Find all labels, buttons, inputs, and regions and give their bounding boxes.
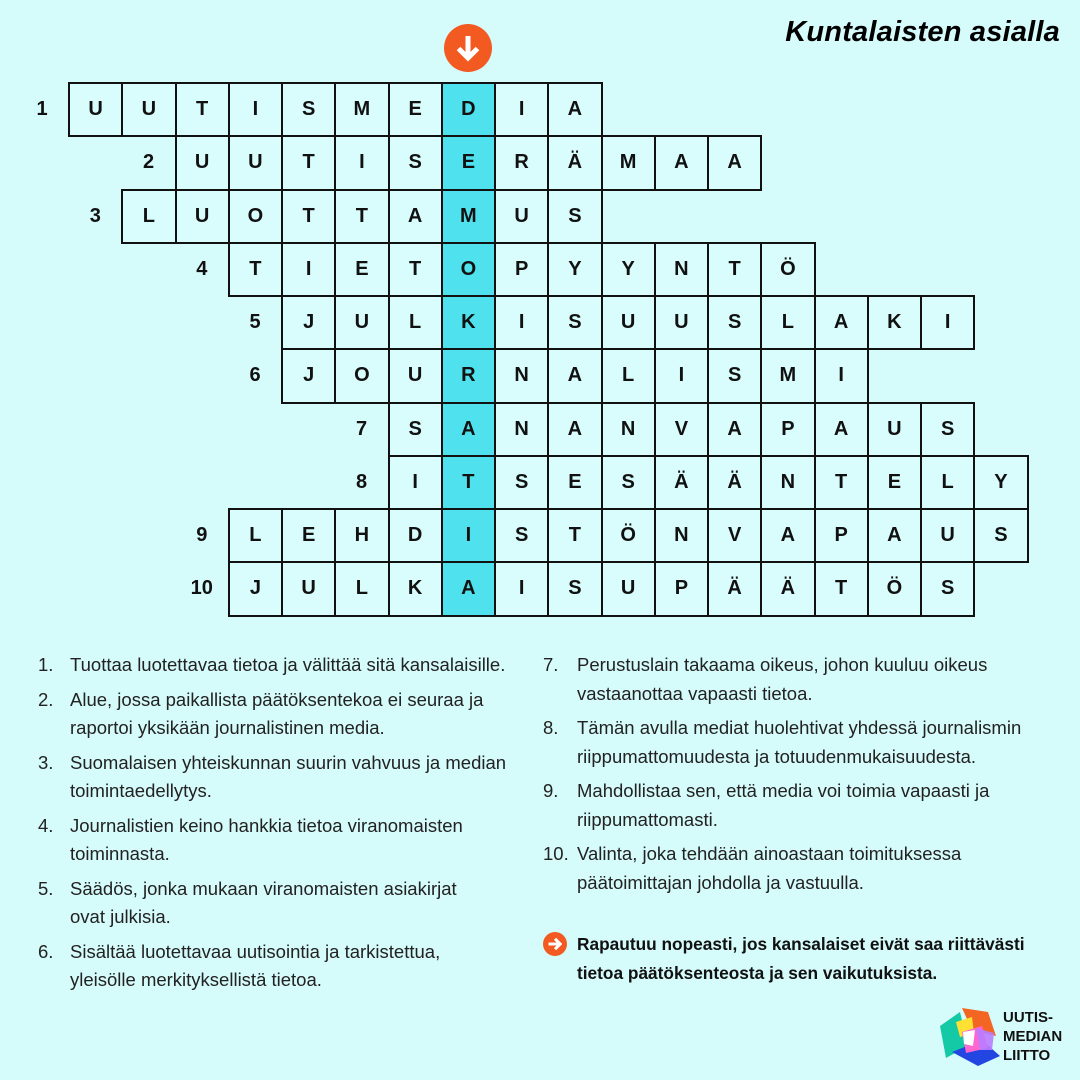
crossword-cell: O: [334, 348, 389, 403]
crossword-cell: A: [707, 402, 762, 457]
crossword-cell: A: [388, 189, 443, 244]
crossword-cell: U: [281, 561, 336, 616]
clue-number: 9.: [543, 780, 559, 801]
crossword-cell: P: [760, 402, 815, 457]
clue-text: [70, 812, 463, 869]
crossword-cell: T: [228, 242, 283, 297]
crossword-cell: A: [760, 508, 815, 563]
clue-3: [38, 749, 506, 806]
clue-line: ovat julkisia.: [70, 906, 171, 927]
crossword-cell: D: [388, 508, 443, 563]
clue-text: [70, 749, 506, 806]
crossword-cell: L: [228, 508, 283, 563]
solution-column-cell: A: [441, 561, 496, 616]
crossword-cell: I: [494, 561, 549, 616]
crossword-cell: S: [707, 295, 762, 350]
crossword-cell: S: [494, 508, 549, 563]
crossword-cell: I: [814, 348, 869, 403]
crossword-cell: U: [867, 402, 922, 457]
crossword-cell: U: [175, 189, 230, 244]
clue-line: Journalistien keino hankkia tietoa viranomaisten: [70, 814, 463, 836]
clue-line: päätoimittajan johdolla ja vastuulla.: [577, 871, 864, 893]
crossword-cell: A: [814, 295, 869, 350]
crossword-cell: E: [547, 455, 602, 510]
clue-1: [38, 651, 506, 680]
crossword-cell: U: [68, 82, 123, 137]
clue-text: [577, 651, 987, 708]
clue-9: [543, 777, 1021, 834]
crossword-cell: Ä: [707, 455, 762, 510]
crossword-cell: L: [920, 455, 975, 510]
crossword-cell: N: [760, 455, 815, 510]
crossword-cell: Y: [973, 455, 1028, 510]
crossword-cell: S: [281, 82, 336, 137]
clue-text: [70, 686, 483, 743]
crossword-cell: T: [707, 242, 762, 297]
crossword-cell: A: [867, 508, 922, 563]
crossword-cell: V: [654, 402, 709, 457]
crossword-cell: U: [228, 135, 283, 190]
logo-line: UUTIS-: [1003, 1008, 1053, 1026]
logo-line: LIITTO: [1003, 1046, 1051, 1064]
crossword-cell: J: [281, 348, 336, 403]
clue-number: 5.: [38, 877, 54, 899]
solution-column-cell: R: [441, 348, 496, 403]
crossword-cell: I: [494, 82, 549, 137]
crossword-cell: A: [707, 135, 762, 190]
solution-clue-text: [577, 930, 1025, 987]
clue-line: Valinta, joka tehdään ainoastaan toimituksessa: [577, 843, 962, 864]
solution-column-cell: A: [441, 402, 496, 457]
clue-line: vastaanottaa vapaasti tietoa.: [577, 682, 813, 704]
clue-number: 7.: [543, 654, 559, 675]
solution-column-cell: I: [441, 508, 496, 563]
crossword-cell: Ä: [707, 561, 762, 616]
clue-text: [70, 938, 440, 995]
crossword-cell: E: [867, 455, 922, 510]
crossword-cell: N: [494, 402, 549, 457]
crossword-cell: A: [547, 348, 602, 403]
crossword-cell: K: [388, 561, 443, 616]
clue-list-right: [543, 651, 1021, 903]
clue-line: Sisältää luotettavaa uutisointia ja tarkistettua,: [70, 940, 441, 962]
solution-column-cell: K: [441, 295, 496, 350]
crossword-cell: U: [654, 295, 709, 350]
clue-line: toiminnasta.: [70, 843, 170, 864]
crossword-cell: S: [388, 135, 443, 190]
page-title: Kuntalaisten asialla: [785, 16, 1060, 48]
row-number-9: 9: [196, 524, 208, 547]
crossword-cell: I: [654, 348, 709, 403]
crossword-cell: I: [228, 82, 283, 137]
crossword-cell: S: [920, 402, 975, 457]
clue-line: Rapautuu nopeasti, jos kansalaiset eivät saa riittävästi: [577, 934, 1025, 954]
crossword-cell: T: [175, 82, 230, 137]
row-number-7: 7: [355, 417, 368, 440]
crossword-cell: S: [707, 348, 762, 403]
clue-2: [38, 686, 506, 743]
row-number-3: 3: [89, 204, 101, 227]
crossword-cell: I: [494, 295, 549, 350]
row-number-8: 8: [355, 470, 368, 493]
crossword-cell: R: [494, 135, 549, 190]
clue-text: [577, 714, 1021, 771]
clue-line: Perustuslain takaama oikeus, johon kuuluu oikeus: [577, 654, 988, 675]
crossword-cell: E: [388, 82, 443, 137]
clue-line: riippumattomasti.: [577, 808, 718, 830]
crossword-cell: J: [228, 561, 283, 616]
clue-6: [38, 938, 506, 995]
crossword-cell: T: [281, 189, 336, 244]
crossword-cell: S: [547, 295, 602, 350]
clue-number: 1.: [38, 654, 54, 675]
logo-line: MEDIAN: [1003, 1027, 1063, 1045]
crossword-cell: S: [547, 561, 602, 616]
row-number-1: 1: [36, 98, 48, 121]
clue-text: [577, 840, 961, 897]
clue-number: 6.: [38, 940, 54, 962]
crossword-cell: T: [814, 561, 869, 616]
crossword-cell: Ö: [760, 242, 815, 297]
clue-line: Suomalaisen yhteiskunnan suurin vahvuus ja median: [70, 751, 507, 773]
clue-5: [38, 875, 506, 932]
clue-number: 8.: [543, 717, 559, 738]
crossword-cell: P: [814, 508, 869, 563]
crossword-cell: L: [121, 189, 176, 244]
crossword-cell: Ä: [654, 455, 709, 510]
crossword-cell: E: [334, 242, 389, 297]
crossword-cell: M: [334, 82, 389, 137]
crossword-cell: U: [601, 295, 656, 350]
clue-line: tietoa päätöksenteosta ja sen vaikutuksista.: [577, 962, 938, 983]
crossword-cell: S: [920, 561, 975, 616]
crossword-cell: U: [334, 295, 389, 350]
logo-mark-icon: [938, 1006, 1002, 1068]
crossword-cell: U: [494, 189, 549, 244]
clue-7: [543, 651, 1021, 708]
clue-line: riippumattomuudesta ja totuudenmukaisuudesta.: [577, 745, 977, 767]
crossword-cell: U: [920, 508, 975, 563]
clue-line: raportoi yksikään journalistinen media.: [70, 717, 385, 738]
row-number-2: 2: [142, 151, 155, 174]
row-number-6: 6: [249, 364, 261, 387]
solution-clue-marker: [543, 930, 577, 958]
crossword-cell: S: [973, 508, 1028, 563]
clue-8: [543, 714, 1021, 771]
crossword-cell: M: [601, 135, 656, 190]
crossword-cell: Y: [547, 242, 602, 297]
crossword-cell: I: [334, 135, 389, 190]
clue-line: Mahdollistaa sen, että media voi toimia vapaasti ja: [577, 780, 990, 801]
crossword-cell: L: [760, 295, 815, 350]
logo-wordmark: [1003, 1008, 1062, 1065]
crossword-cell: T: [547, 508, 602, 563]
crossword-cell: P: [494, 242, 549, 297]
crossword-cell: U: [601, 561, 656, 616]
crossword-cell: U: [121, 82, 176, 137]
crossword-cell: N: [601, 402, 656, 457]
crossword-cell: K: [867, 295, 922, 350]
clue-number: 3.: [38, 751, 54, 773]
crossword-cell: Ö: [601, 508, 656, 563]
clue-4: [38, 812, 506, 869]
crossword-cell: A: [814, 402, 869, 457]
crossword-cell: P: [654, 561, 709, 616]
clue-line: Tämän avulla mediat huolehtivat yhdessä journalismin: [577, 717, 1022, 738]
crossword-cell: Ä: [760, 561, 815, 616]
crossword-cell: N: [654, 508, 709, 563]
solution-column-cell: D: [441, 82, 496, 137]
crossword-cell: I: [388, 455, 443, 510]
crossword-cell: V: [707, 508, 762, 563]
crossword-cell: L: [334, 561, 389, 616]
clue-number: 10.: [543, 843, 569, 864]
crossword-cell: H: [334, 508, 389, 563]
crossword-cell: S: [388, 402, 443, 457]
clue-line: Alue, jossa paikallista päätöksentekoa ei seuraa ja: [70, 688, 484, 710]
crossword-cell: T: [814, 455, 869, 510]
crossword-cell: S: [601, 455, 656, 510]
clue-line: toimintaedellytys.: [70, 780, 212, 801]
crossword-cell: N: [494, 348, 549, 403]
clue-text: [70, 651, 505, 680]
crossword-cell: S: [547, 189, 602, 244]
solution-column-cell: O: [441, 242, 496, 297]
clue-text: [70, 875, 457, 932]
crossword-cell: A: [547, 82, 602, 137]
crossword-cell: I: [281, 242, 336, 297]
crossword-cell: U: [175, 135, 230, 190]
crossword-cell: A: [654, 135, 709, 190]
crossword-cell: T: [281, 135, 336, 190]
row-number-5: 5: [249, 311, 261, 334]
crossword-cell: T: [388, 242, 443, 297]
crossword-cell: A: [547, 402, 602, 457]
publisher-logo: [938, 1006, 1068, 1070]
crossword-cell: Ö: [867, 561, 922, 616]
solution-clue: [543, 930, 1025, 987]
crossword-cell: I: [920, 295, 975, 350]
crossword-cell: L: [601, 348, 656, 403]
crossword-cell: O: [228, 189, 283, 244]
clue-number: 4.: [38, 814, 54, 836]
crossword-cell: E: [281, 508, 336, 563]
row-number-10: 10: [190, 577, 213, 600]
crossword-cell: T: [334, 189, 389, 244]
clue-line: Tuottaa luotettavaa tietoa ja välittää sitä kansalaisille.: [70, 654, 506, 675]
crossword-cell: N: [654, 242, 709, 297]
crossword-cell: Ä: [547, 135, 602, 190]
clue-text: [577, 777, 989, 834]
solution-column-cell: T: [441, 455, 496, 510]
clue-line: Säädös, jonka mukaan viranomaisten asiakirjat: [70, 877, 457, 899]
crossword-cell: L: [388, 295, 443, 350]
clue-10: [543, 840, 1021, 897]
arrow-right-icon: [543, 932, 567, 956]
crossword-cell: S: [494, 455, 549, 510]
crossword-cell: M: [760, 348, 815, 403]
clue-list-left: [38, 651, 506, 1001]
clue-line: yleisölle merkityksellistä tietoa.: [70, 969, 322, 990]
crossword-cell: Y: [601, 242, 656, 297]
clue-number: 2.: [38, 688, 54, 710]
row-number-4: 4: [196, 257, 208, 280]
solution-column-cell: M: [441, 189, 496, 244]
crossword-cell: U: [388, 348, 443, 403]
crossword-cell: J: [281, 295, 336, 350]
solution-column-cell: E: [441, 135, 496, 190]
